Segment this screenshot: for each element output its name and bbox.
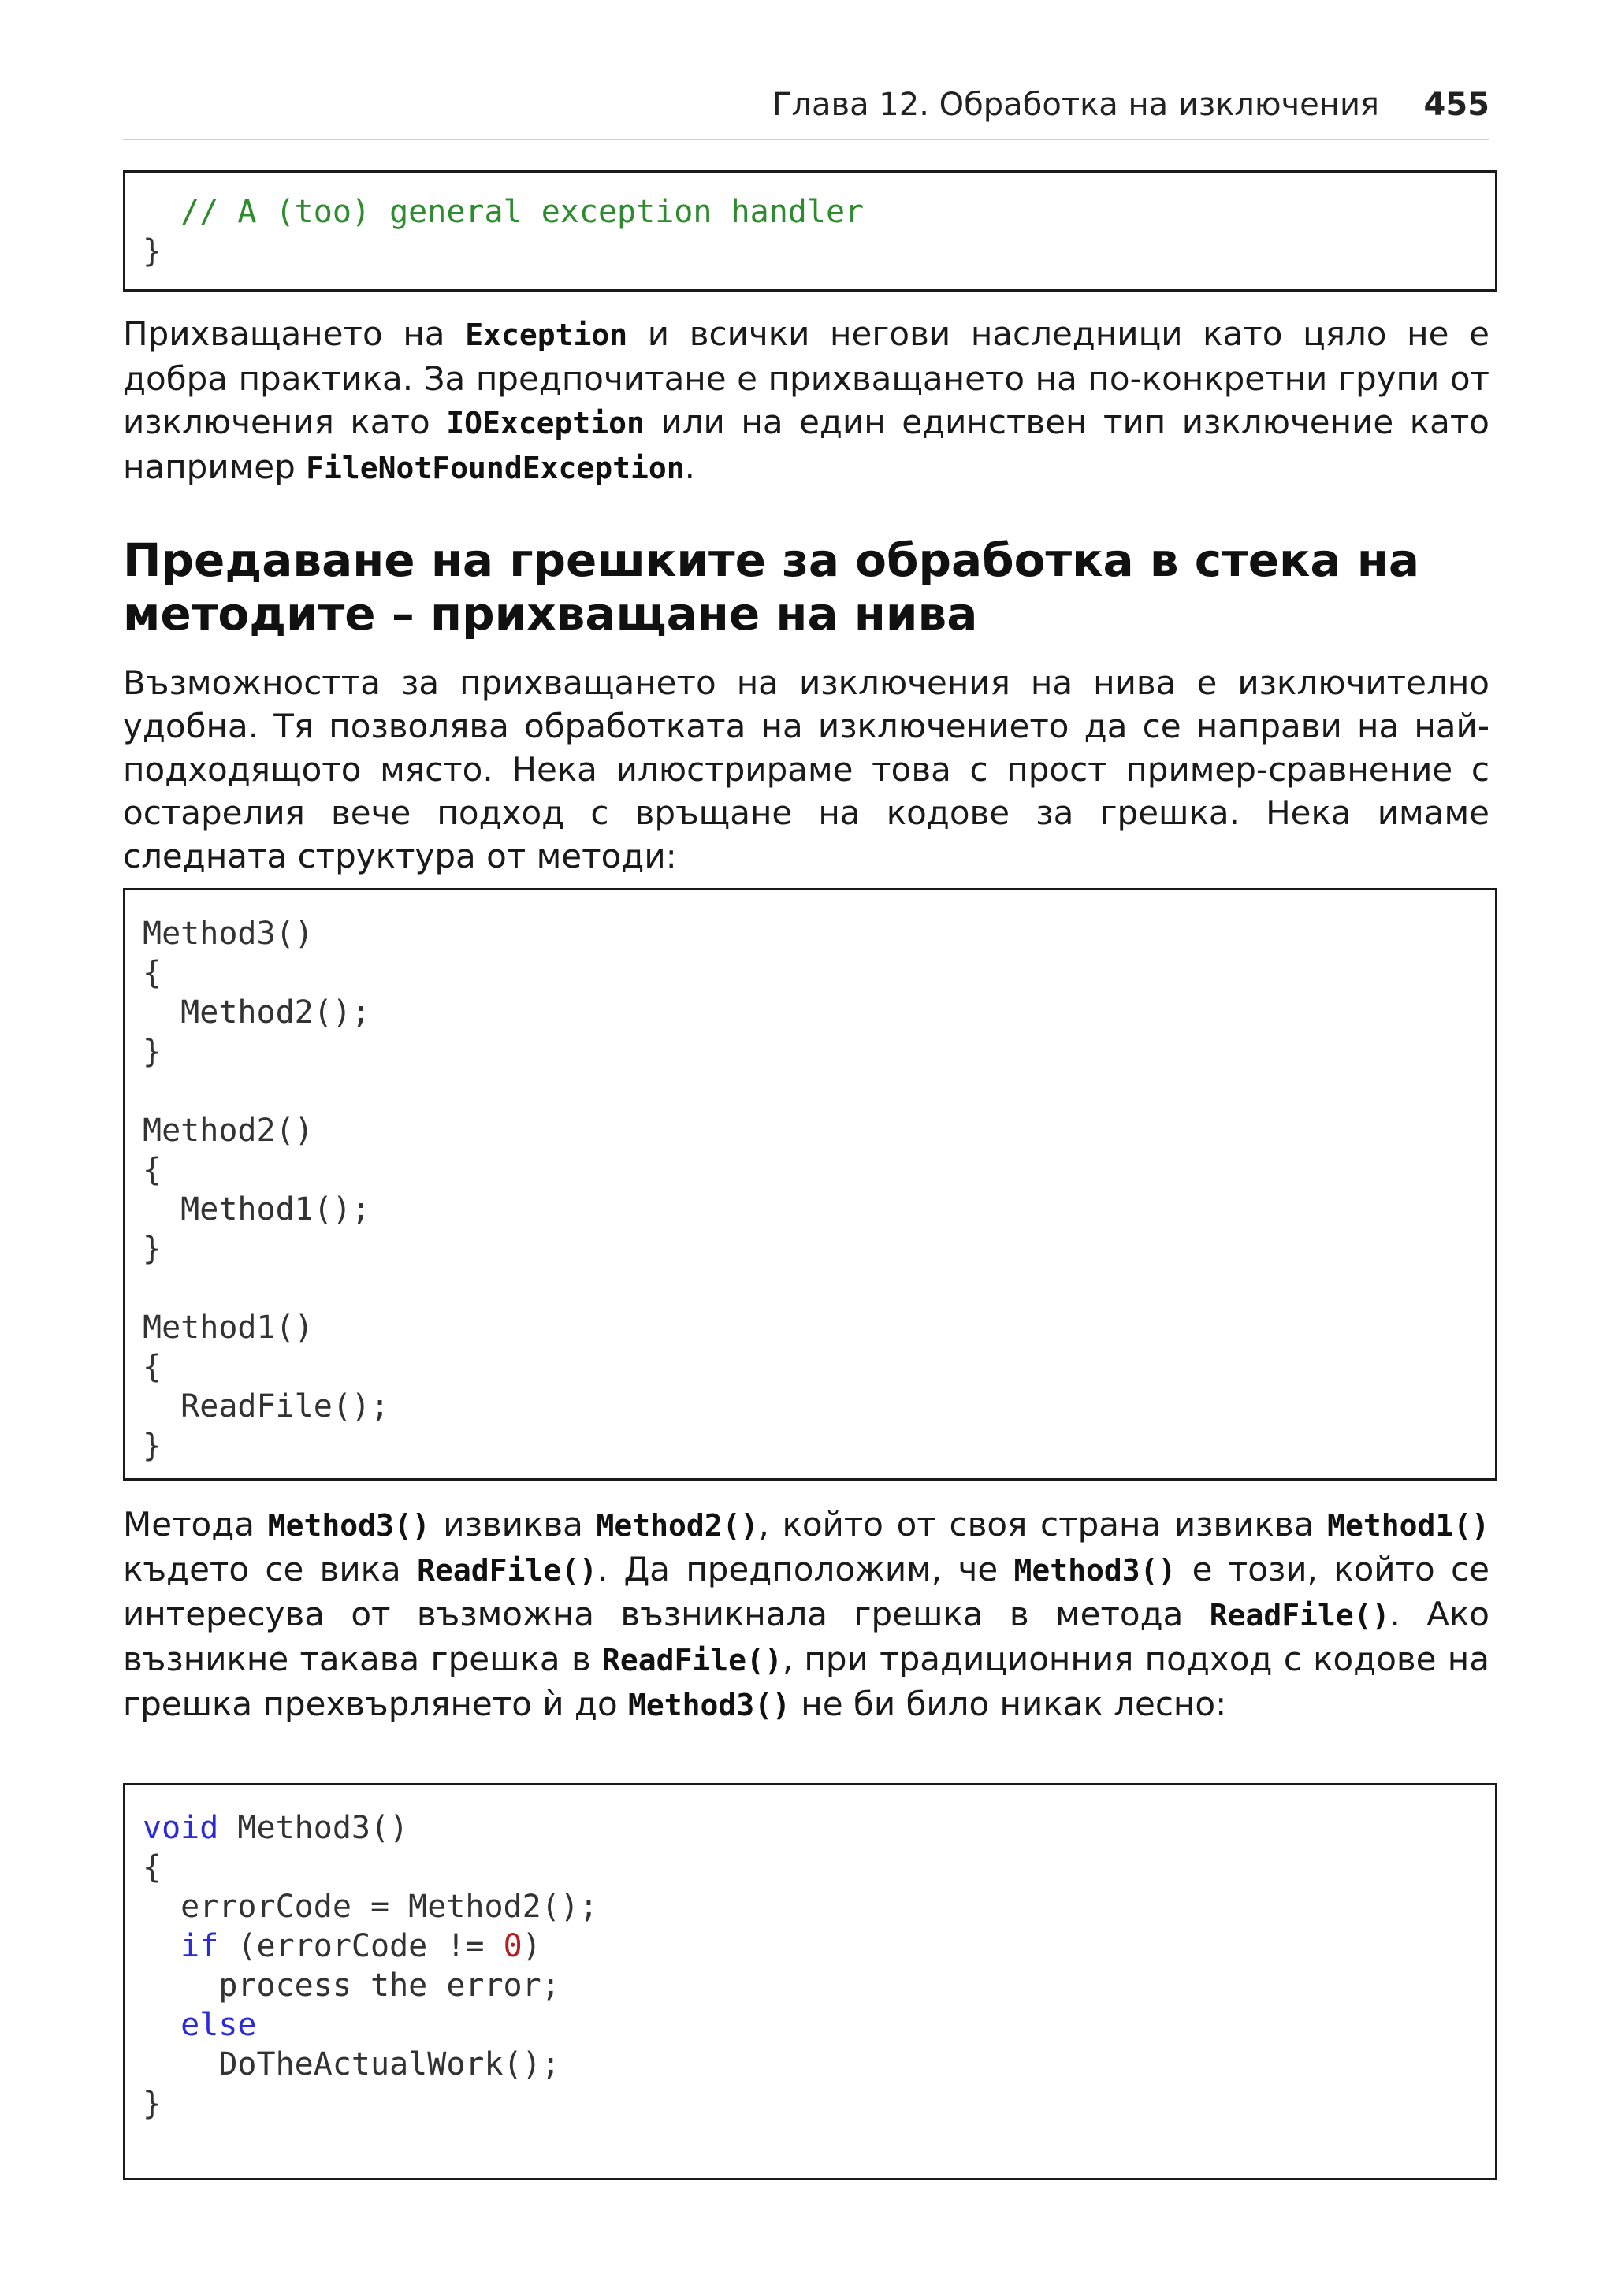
text-run: или на един единствен тип изключение като например (123, 403, 1490, 486)
chapter-title: Глава 12. Обработка на изключения (772, 87, 1379, 123)
text-run: . (684, 448, 695, 486)
inline-code: ReadFile() (602, 1643, 783, 1677)
paragraph-exception-practice (123, 312, 1489, 490)
code-block-exception-handler (123, 170, 1497, 292)
code-line: Method2(); (143, 994, 370, 1031)
text-run: , при традиционния подход с кодове на грешка прехвърлянето ѝ до (123, 1640, 1489, 1723)
text-run: . Да предположим, че (597, 1550, 1014, 1588)
page-number: 455 (1423, 87, 1489, 123)
text-run: . Ако възникне такава грешка в (123, 1595, 1490, 1678)
code-line: Method2() (143, 1113, 314, 1149)
code-text: Method3() (218, 1810, 409, 1846)
text-run: Прихващането на (123, 314, 466, 353)
text-run: Метода (123, 1505, 268, 1544)
inline-code: Exception (465, 318, 628, 352)
text-run: не би било никак лесно: (790, 1685, 1227, 1723)
inline-code: Method3() (1013, 1553, 1177, 1588)
code-line: Method3() (143, 916, 314, 952)
code-line: { (143, 955, 162, 991)
text-run: е този, който се интересува от възможна възникнала грешка в метода (123, 1550, 1489, 1633)
code-text: process the error; (143, 1967, 560, 2004)
text-run: , който от своя страна извиква (758, 1505, 1328, 1544)
inline-code: Method3() (628, 1688, 790, 1722)
inline-code: Method1() (1327, 1508, 1489, 1543)
code-block-error-codes (123, 1783, 1497, 2180)
code-line: } (143, 1231, 162, 1267)
code-text: DoTheActualWork(); (143, 2046, 560, 2082)
code-text: (errorCode != (218, 1928, 504, 1964)
inline-code: Method3() (267, 1508, 430, 1543)
header-divider (123, 139, 1489, 140)
code-line: Method1() (143, 1310, 314, 1346)
code-keyword: else (180, 2007, 257, 2043)
paragraph-method-calls (123, 1503, 1489, 1727)
code-text: } (143, 2086, 162, 2122)
code-line: ReadFile(); (143, 1388, 390, 1425)
code-lines (125, 890, 1495, 1466)
code-line: Method1(); (143, 1191, 370, 1228)
text-run: където се вика (123, 1550, 418, 1588)
inline-code: IOException (446, 406, 645, 440)
section-heading (123, 533, 1510, 641)
inline-code: Method2() (596, 1508, 759, 1543)
code-comment: // A (too) general exception handler (143, 194, 865, 230)
code-text (143, 1928, 180, 1964)
code-keyword: void (143, 1810, 219, 1846)
text-run: извиква (430, 1505, 597, 1544)
code-line: { (143, 1152, 162, 1188)
code-text (143, 2007, 180, 2043)
code-line: { (143, 1349, 162, 1385)
inline-code: FileNotFoundException (306, 451, 685, 485)
code-keyword: if (180, 1928, 219, 1964)
code-line: } (143, 233, 162, 269)
heading-line: Предаване на грешките за обработка в стека на (123, 533, 1419, 587)
page-header (123, 82, 1489, 128)
inline-code: ReadFile() (417, 1553, 597, 1588)
code-line: } (143, 1428, 162, 1464)
code-text: errorCode = Method2(); (143, 1889, 598, 1925)
paragraph-levels-intro: Възможността за прихващането на изключения на нива е изключително удобна. Тя позволява обработката на изключението да се направи на най-подходящото място. Нека илюстрираме това с прост пример-сравнение с остарелия вече подход с връщане на кодове за грешка. Нека имаме следната структура от методи: (123, 663, 1489, 875)
code-number: 0 (503, 1928, 523, 1964)
text-run: и всички негови наследници като цяло не е добра практика. За предпочитане е прихващането на по-конкретни групи от изключения като (123, 314, 1489, 441)
code-text: ) (522, 1928, 541, 1964)
heading-line: методите – прихващане на нива (123, 587, 978, 641)
code-text: { (143, 1849, 162, 1885)
code-block-method-structure (123, 888, 1497, 1481)
code-line: } (143, 1034, 162, 1070)
inline-code: ReadFile() (1209, 1598, 1390, 1633)
